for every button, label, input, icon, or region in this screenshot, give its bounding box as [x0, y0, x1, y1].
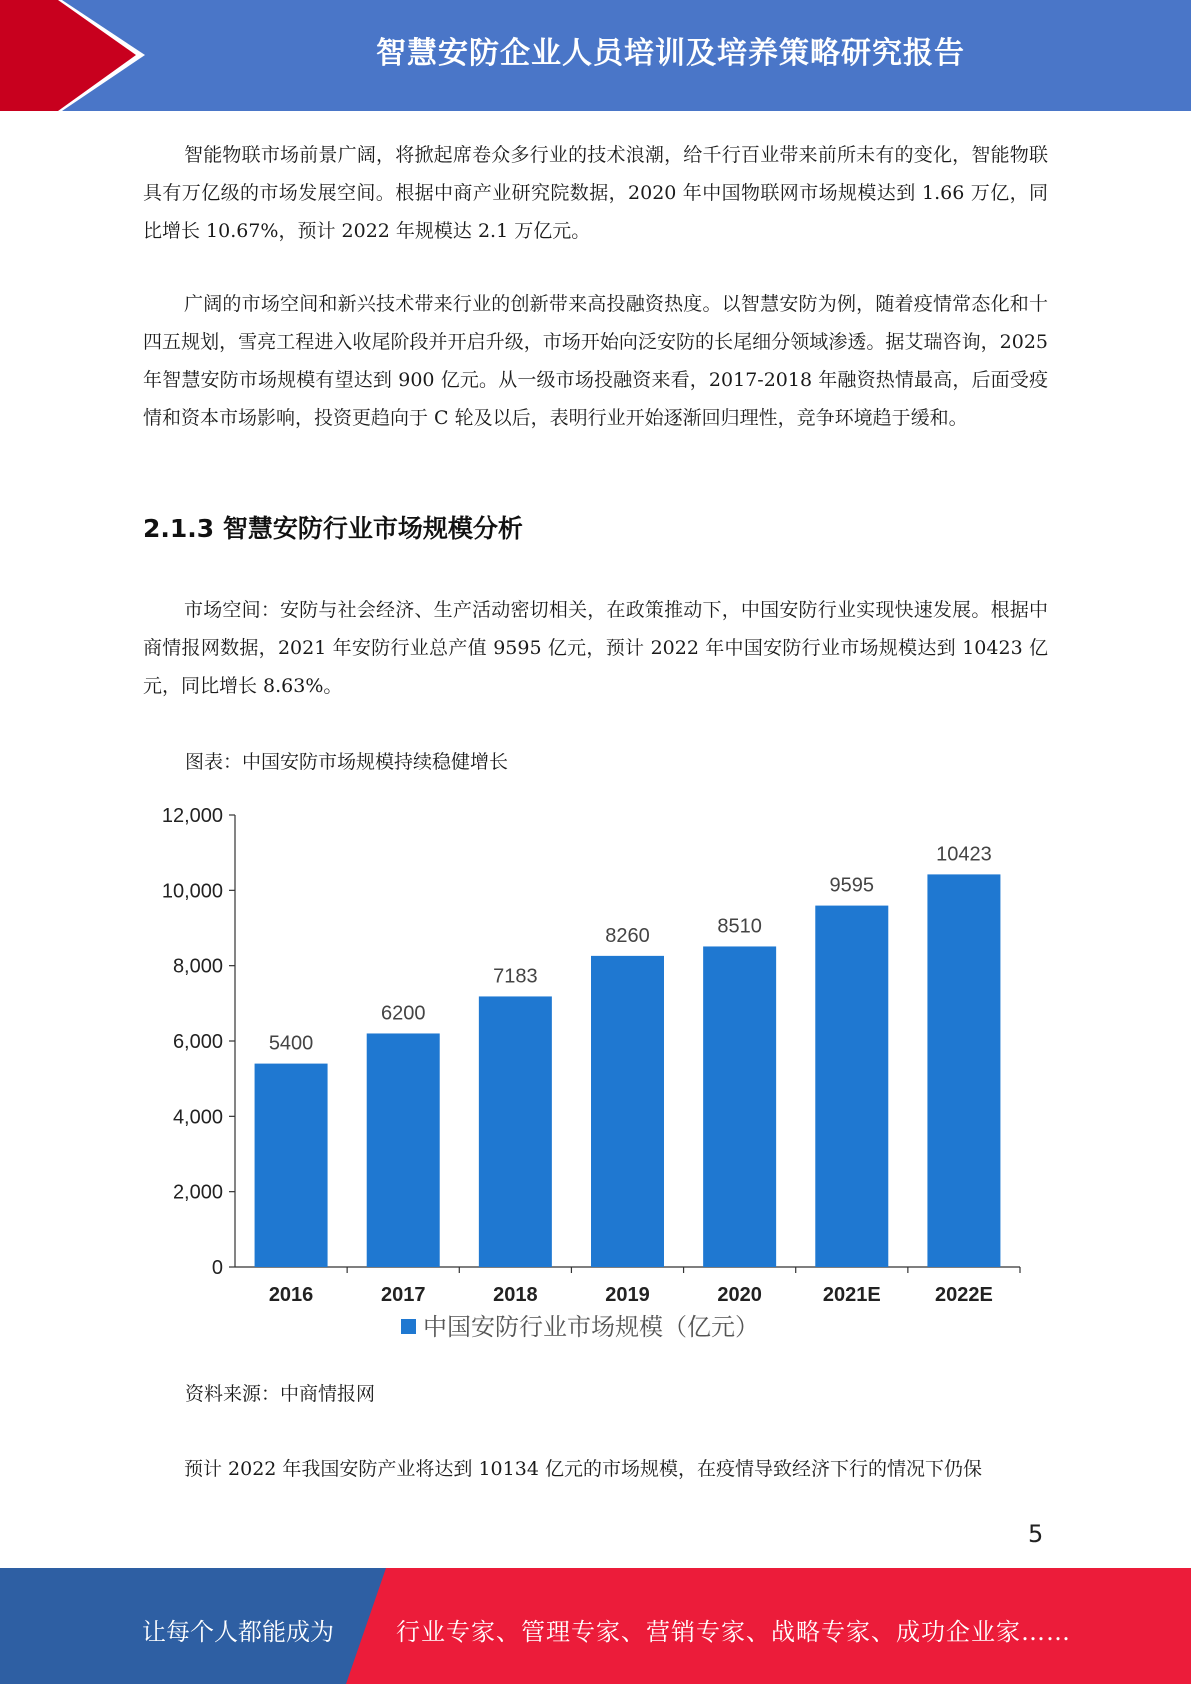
- data-label: 6200: [380, 1002, 426, 1025]
- page-header: [0, 0, 1191, 111]
- data-label: 7183: [493, 965, 538, 988]
- bar-2018: [479, 996, 552, 1267]
- x-tick-label: 2018: [493, 1284, 538, 1306]
- y-tick-label: 4,000: [172, 1106, 223, 1129]
- y-tick-label: 8,000: [172, 955, 223, 978]
- bar-2016: [255, 1064, 328, 1267]
- y-tick-label: 6,000: [172, 1031, 223, 1053]
- paragraph-investment: 广阔的市场空间和新兴技术带来行业的创新带来高投融资热度。以智慧安防为例，随着疫情常态化和十四五规划，雪亮工程进入收尾阶段并开启升级，市场开始向泛安防的长尾细分领域渗透。据艾瑞咨询，2025 年智慧安防市场规模有望达到 900 亿元。从一级市场投融资来看，2017-2018 年融资热情最高，后面受疫情和资本市场影响，投资更趋向于 C 轮及以后，表明行业开始逐渐回归理性，竞争环境趋于缓和。: [143, 293, 1048, 429]
- bar-2017: [367, 1033, 440, 1267]
- bar-2022E: [927, 874, 1000, 1267]
- x-tick-label: 2021E: [822, 1284, 881, 1306]
- page-footer: [0, 1568, 1191, 1684]
- data-label: 10423: [936, 843, 992, 866]
- paragraph-forecast: 预计 2022 年我国安防产业将达到 10134 亿元的市场规模，在疫情导致经济下行的情况下仍保: [184, 1458, 982, 1480]
- data-label: 8260: [605, 924, 650, 947]
- footer-slogan-left: 让每个人都能成为: [142, 1618, 334, 1646]
- footer-slogan-right: 行业专家、管理专家、营销专家、战略专家、成功企业家……: [396, 1618, 1071, 1646]
- y-tick-label: 12,000: [161, 805, 223, 827]
- data-label: 8510: [717, 915, 762, 938]
- section-heading: 2.1.3 智慧安防行业市场规模分析: [143, 514, 523, 543]
- page-number: 5: [1028, 1520, 1044, 1548]
- y-tick-label: 0: [211, 1257, 223, 1279]
- y-tick-label: 2,000: [172, 1181, 223, 1204]
- bar-2019: [591, 956, 664, 1267]
- bar-2021E: [815, 906, 888, 1267]
- data-label: 5400: [268, 1032, 314, 1055]
- data-label: 9595: [829, 874, 875, 897]
- x-tick-label: 2022E: [935, 1284, 993, 1306]
- paragraph-iot-market: 智能物联市场前景广阔，将掀起席卷众多行业的技术浪潮，给千行百业带来前所未有的变化，智能物联具有万亿级的市场发展空间。根据中商产业研究院数据，2020 年中国物联网市场规模达到 1.66 万亿，同比增长 10.67%，预计 2022 年规模达 2.1 万亿元。: [143, 144, 1048, 242]
- source-note: 资料来源：中商情报网: [185, 1383, 376, 1405]
- bar-2020: [703, 946, 776, 1267]
- legend-label: 中国安防行业市场规模（亿元）: [423, 1314, 759, 1341]
- x-tick-label: 2019: [605, 1284, 650, 1306]
- paragraph-market-space: 市场空间：安防与社会经济、生产活动密切相关，在政策推动下，中国安防行业实现快速发展。根据中商情报网数据，2021 年安防行业总产值 9595 亿元，预计 2022 年中国安防行业市场规模达到 10423 亿元，同比增长 8.63%。: [143, 599, 1048, 697]
- x-tick-label: 2016: [268, 1284, 314, 1306]
- market-size-bar-chart: [140, 795, 1040, 1355]
- chart-caption: 图表：中国安防市场规模持续稳健增长: [185, 751, 509, 773]
- legend-swatch: [401, 1319, 416, 1334]
- header-title: 智慧安防企业人员培训及培养策略研究报告: [376, 36, 965, 71]
- x-tick-label: 2017: [380, 1284, 426, 1306]
- y-tick-label: 10,000: [161, 880, 223, 903]
- x-tick-label: 2020: [717, 1284, 762, 1306]
